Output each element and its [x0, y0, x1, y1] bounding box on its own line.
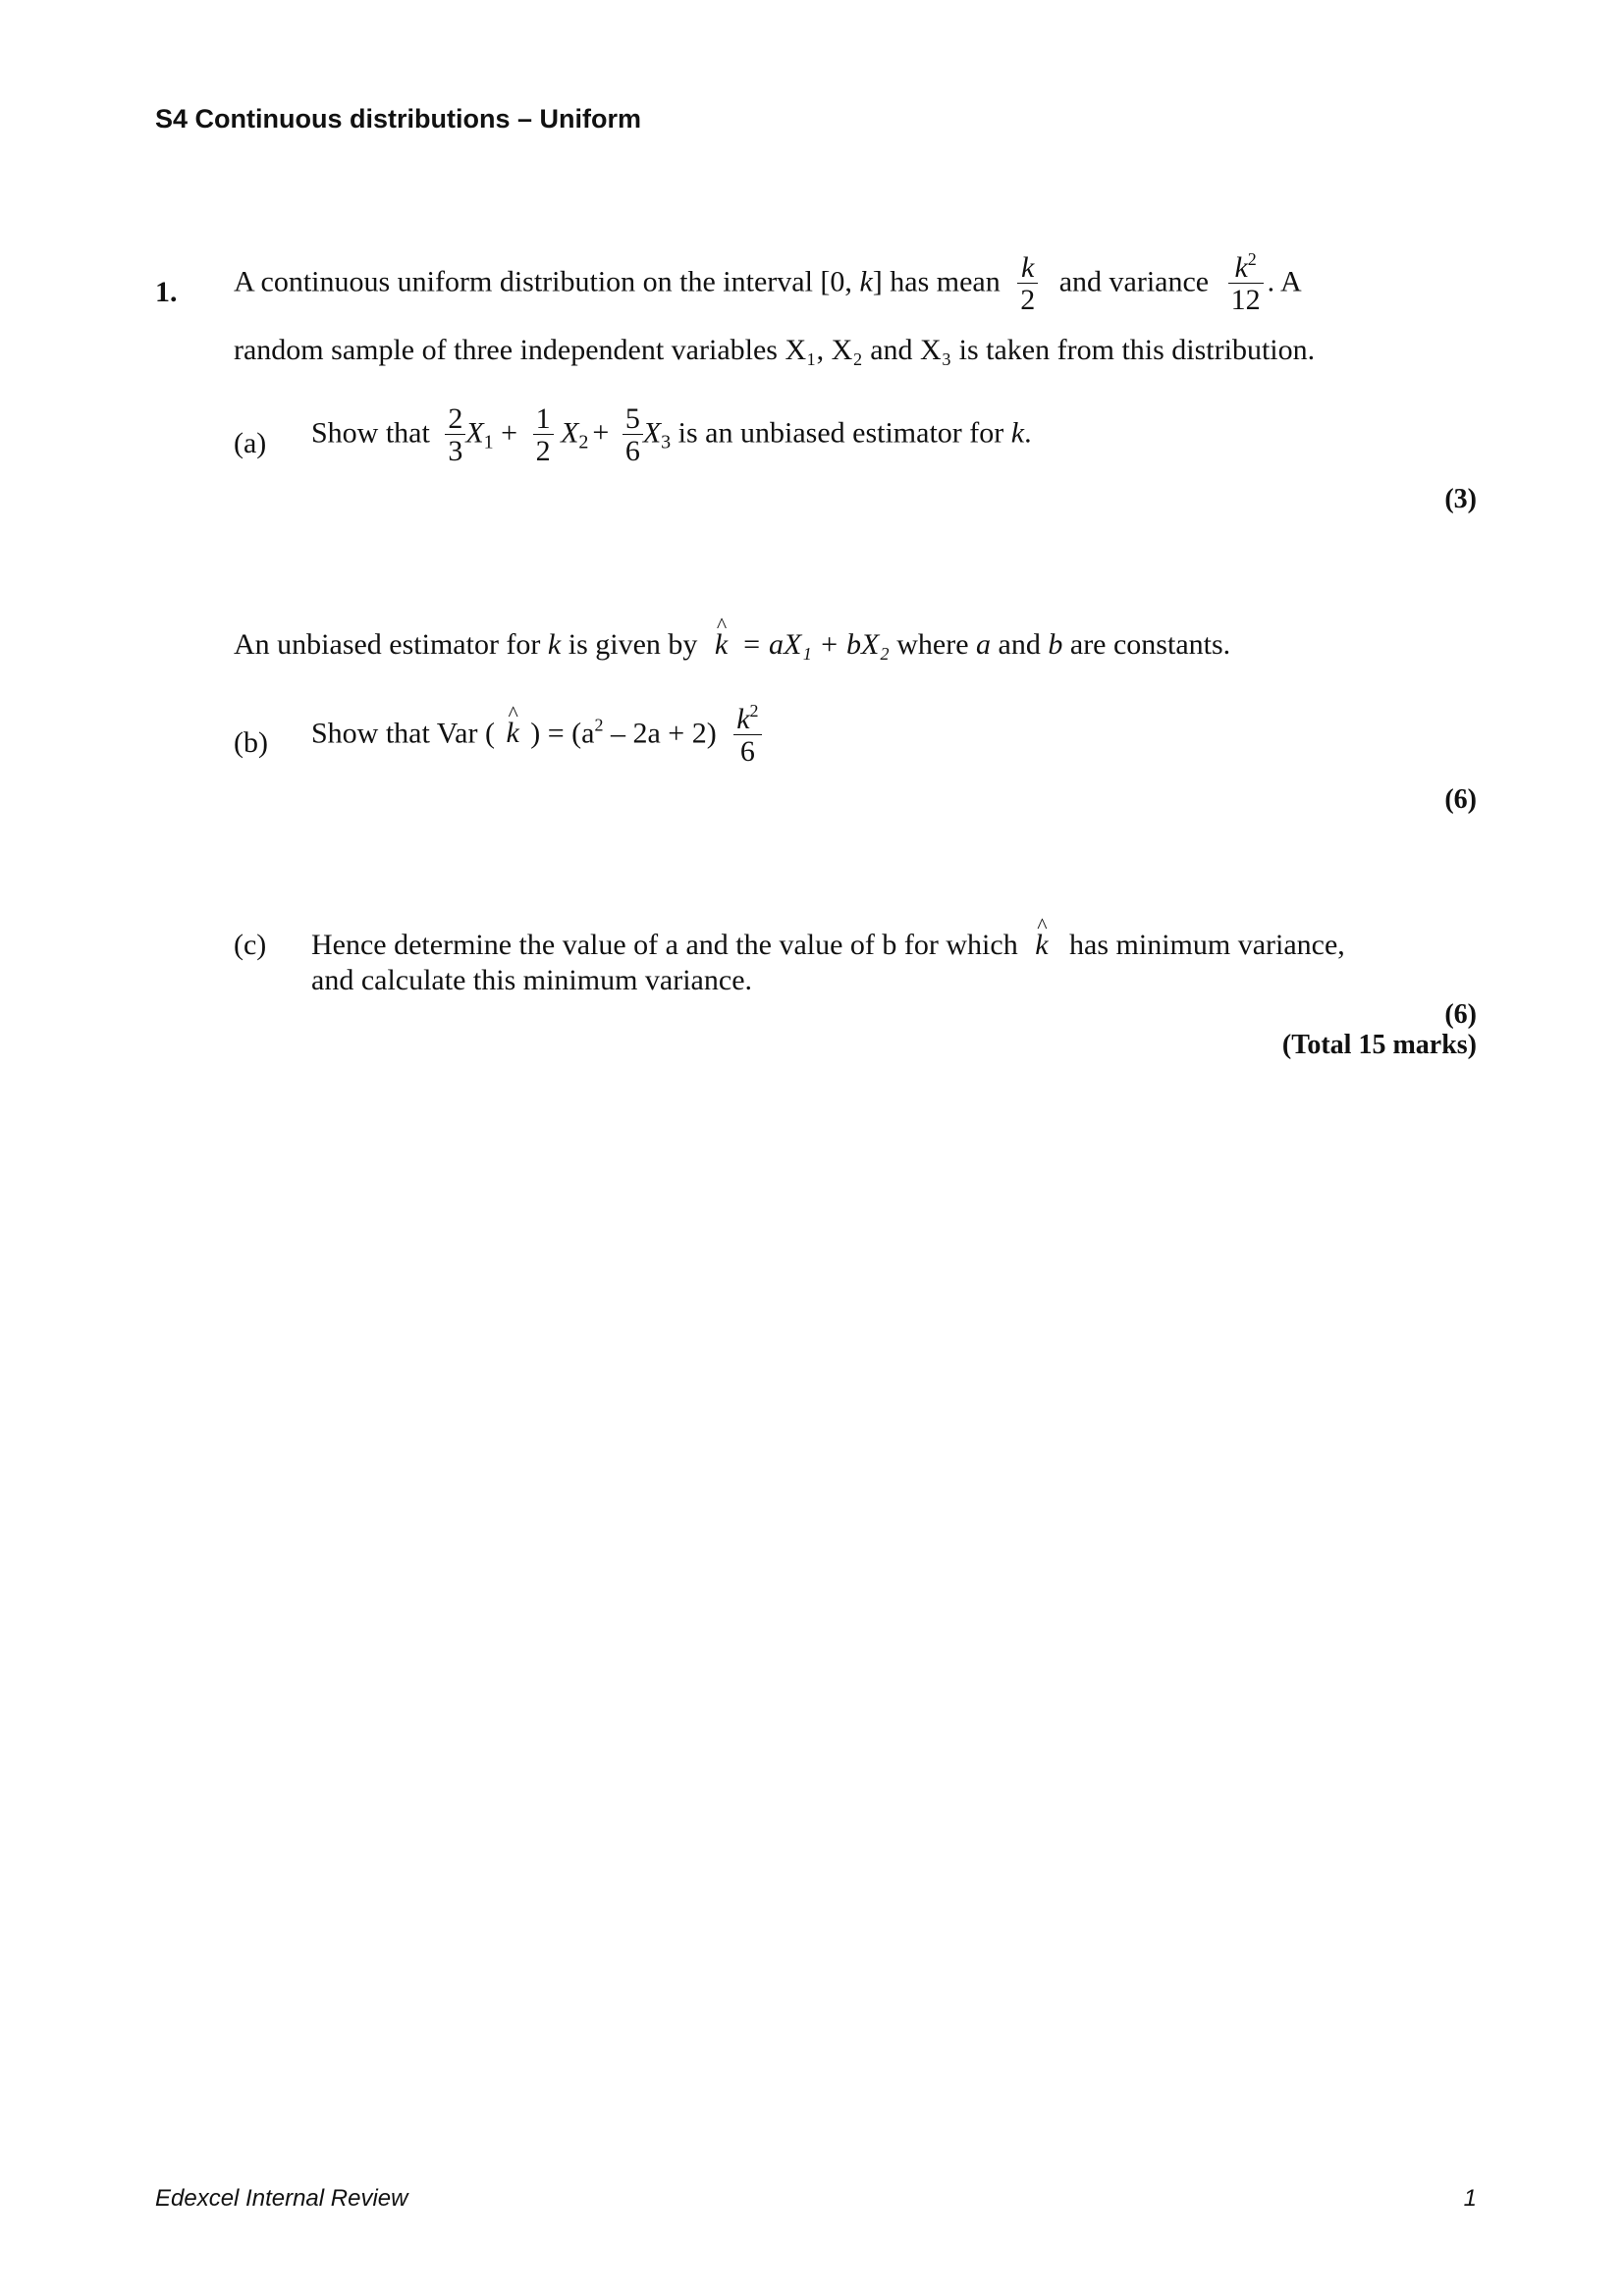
question-intro-line2: random sample of three independent variables X₁, X₂ and X₃ is taken from this distribution. — [234, 334, 1316, 366]
page-title: S4 Continuous distributions – Uniform — [155, 104, 641, 133]
part-b-fraction: $\frac{k^2}{6}$ — [733, 705, 761, 767]
footer-source: Edexcel Internal Review — [155, 2185, 408, 2212]
part-c-line2: and calculate this minimum variance. — [311, 964, 753, 996]
part-a-show-that: Show that — [311, 416, 430, 450]
question-number: 1. — [155, 276, 178, 308]
part-b-statement: Show that Var ( ^ k ) = $(a^2 - 2a + 2)$ $\frac{k^2}{6}$ — [311, 705, 762, 767]
question-intro-line1 — [234, 249, 1302, 316]
mean-fraction — [1017, 253, 1038, 315]
part-a-label: (a) — [234, 427, 267, 459]
part-c-line1: Hence determine the value of a and the value of b for which ^ k has minimum variance, — [311, 929, 1345, 962]
k-hat: ^ k — [1035, 929, 1048, 962]
part-c-label: (c) — [234, 929, 267, 961]
mean-denominator: 2 — [1017, 283, 1038, 315]
k-hat: ^ k — [715, 628, 728, 662]
part-a-tail: is an unbiased estimator for — [677, 416, 1004, 450]
k-hat: ^ k — [506, 717, 518, 750]
line1-end: . A — [1267, 265, 1302, 298]
intro-text-a: A continuous uniform distribution on the interval [0, — [234, 265, 860, 298]
part-a-fraction-3: $\frac{5}{6}$ — [623, 404, 643, 466]
variance-fraction — [1228, 249, 1264, 316]
mean-numerator: k — [1021, 251, 1035, 284]
variance-numerator: $k^2$ — [1234, 249, 1257, 284]
part-b-label: (b) — [234, 726, 268, 759]
total-marks: (Total 15 marks) — [1281, 1030, 1477, 1060]
intro-k: k — [859, 265, 873, 298]
and-variance-text: and variance — [1058, 265, 1210, 298]
part-a-statement: Show that $\frac{2}{3}$ $X_1$ + $\frac{1}{2}$ $X_2$ + $\frac{5}{6}$ $X_3$ is an unbiased estimator for k. — [311, 402, 1032, 467]
intro-text-b: ] has mean — [872, 265, 1001, 298]
variance-denominator: 12 — [1228, 283, 1264, 315]
part-c-marks: (6) — [1444, 999, 1477, 1030]
part-a-fraction-1: $\frac{2}{3}$ — [445, 404, 465, 466]
page-number: 1 — [1463, 2185, 1477, 2212]
estimator-statement: An unbiased estimator for k is given by ^ k = aX₁ + bX₂ where a and b are constants. — [234, 628, 1230, 662]
part-a-fraction-2: $\frac{1}{2}$ — [533, 404, 554, 466]
part-b-marks: (6) — [1444, 784, 1477, 815]
part-a-marks: (3) — [1444, 484, 1477, 514]
